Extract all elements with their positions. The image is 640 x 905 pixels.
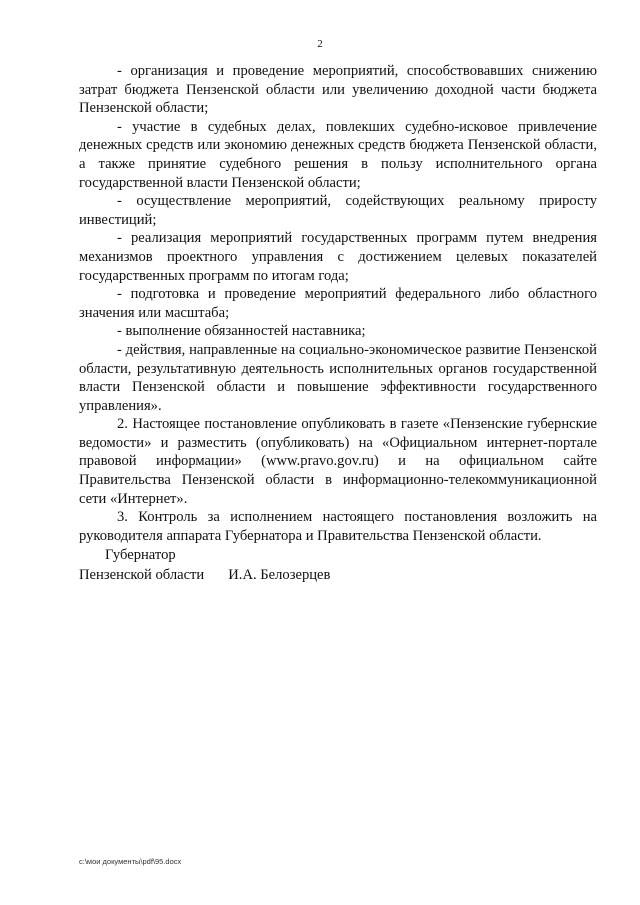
paragraph-bullet-events: - подготовка и проведение мероприятий федерального либо областного значения или масштаба; bbox=[79, 286, 597, 321]
paragraph-bullet-budget: - организация и проведение мероприятий, способствовавших снижению затрат бюджета Пензенской области или увеличению доходной части бюджета Пензенской области; bbox=[79, 63, 597, 117]
signature-region: Пензенской области bbox=[79, 566, 205, 583]
signature-title: Губернатор bbox=[105, 547, 176, 563]
page-number: 2 bbox=[317, 38, 323, 50]
paragraph-bullet-mentoring: - выполнение обязанностей наставника; bbox=[117, 323, 366, 340]
paragraph-bullet-investments: - осуществление мероприятий, содействующих реальному приросту инвестиций; bbox=[79, 193, 597, 228]
signature-name: И.А. Белозерцев bbox=[228, 566, 331, 583]
document-body bbox=[79, 62, 597, 545]
footer-file-path: c:\мои документы\pdf\95.docx bbox=[79, 857, 182, 866]
paragraph-control: 3. Контроль за исполнением настоящего постановления возложить на руководителя аппарата Губернатора и Правительства Пензенской области. bbox=[79, 509, 597, 544]
paragraph-bullet-court-cases: - участие в судебных делах, повлекших судебно-исковое привлечение денежных средств или экономию денежных средств бюджета Пензенской области, а также принятие судебного решения в пользу исполнительного органа государственной власти Пензенской области; bbox=[79, 118, 597, 191]
paragraph-publication: 2. Настоящее постановление опубликовать в газете «Пензенские губернские ведомости» и разместить (опубликовать) на «Официальном интернет-портале правовой информации» (www.pravo.gov.ru) и на официальном сайте Правительства Пензенской области в информационно-телекоммуникационной сети «Интернет». bbox=[79, 416, 597, 507]
signature-block bbox=[79, 546, 330, 585]
paragraph-bullet-state-programs: - реализация мероприятий государственных программ путем внедрения механизмов проектного управления с достижением целевых показателей государственных программ по итогам года; bbox=[79, 230, 597, 284]
paragraph-bullet-development: - действия, направленные на социально-экономическое развитие Пензенской области, результативную деятельность исполнительных органов государственной власти Пензенской области и повышение эффективности государственного управления». bbox=[79, 341, 597, 414]
